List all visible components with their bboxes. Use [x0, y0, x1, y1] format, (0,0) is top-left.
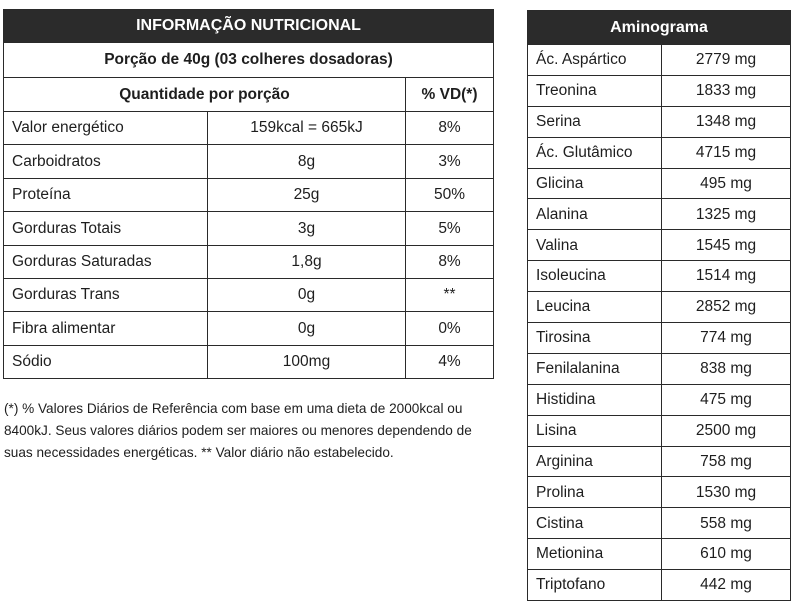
amino-acid-name: Leucina	[528, 292, 662, 323]
nutrient-amount: 100mg	[208, 345, 406, 378]
nutrient-amount: 25g	[208, 178, 406, 211]
amino-acid-name: Ác. Glutâmico	[528, 137, 662, 168]
nutrient-daily-value: 4%	[406, 345, 494, 378]
amino-acid-amount: 758 mg	[662, 446, 791, 477]
nutrition-rows	[4, 112, 494, 379]
amino-acid-name: Cistina	[528, 508, 662, 539]
nutrition-row	[4, 212, 494, 245]
amino-acid-name: Serina	[528, 106, 662, 137]
aminogram-rows	[528, 45, 791, 601]
aminogram-row	[528, 446, 791, 477]
nutrient-name: Carboidratos	[4, 145, 208, 178]
aminogram-row	[528, 508, 791, 539]
amino-acid-name: Arginina	[528, 446, 662, 477]
nutrient-daily-value: 5%	[406, 212, 494, 245]
nutrient-amount: 3g	[208, 212, 406, 245]
aminogram-row	[528, 75, 791, 106]
amino-acid-amount: 838 mg	[662, 353, 791, 384]
nutrient-amount: 1,8g	[208, 245, 406, 278]
aminogram-row	[528, 539, 791, 570]
aminogram-grid	[527, 10, 791, 601]
nutrient-name: Gorduras Saturadas	[4, 245, 208, 278]
amino-acid-name: Metionina	[528, 539, 662, 570]
aminogram-title: Aminograma	[528, 11, 791, 45]
nutrition-row	[4, 178, 494, 211]
nutrient-name: Fibra alimentar	[4, 312, 208, 345]
amino-acid-name: Prolina	[528, 477, 662, 508]
nutrition-row	[4, 112, 494, 145]
aminogram-row	[528, 570, 791, 601]
amino-acid-amount: 1325 mg	[662, 199, 791, 230]
aminogram-row	[528, 168, 791, 199]
aminogram-row	[528, 292, 791, 323]
amino-acid-amount: 442 mg	[662, 570, 791, 601]
amino-acid-name: Valina	[528, 230, 662, 261]
nutrient-name: Sódio	[4, 345, 208, 378]
nutrition-row	[4, 345, 494, 378]
amino-acid-amount: 1348 mg	[662, 106, 791, 137]
amino-acid-name: Triptofano	[528, 570, 662, 601]
nutrient-amount: 159kcal = 665kJ	[208, 112, 406, 145]
nutrition-table	[3, 9, 493, 381]
aminogram-row	[528, 477, 791, 508]
nutrient-daily-value: 3%	[406, 145, 494, 178]
amino-acid-amount: 475 mg	[662, 384, 791, 415]
nutrient-name: Gorduras Trans	[4, 278, 208, 311]
amino-acid-amount: 2779 mg	[662, 45, 791, 76]
amino-acid-name: Histidina	[528, 384, 662, 415]
nutrition-row	[4, 278, 494, 311]
aminogram-row	[528, 353, 791, 384]
amino-acid-name: Treonina	[528, 75, 662, 106]
nutrition-title: INFORMAÇÃO NUTRICIONAL	[4, 10, 494, 43]
footnote: (*) % Valores Diários de Referência com base em uma dieta de 2000kcal ou 8400kJ. Seus valores diários podem ser maiores ou menores dependendo de suas necessidades energéticas. ** Valor diário não estabelecido.	[4, 401, 472, 460]
amino-acid-name: Ác. Aspártico	[528, 45, 662, 76]
amino-acid-name: Fenilalanina	[528, 353, 662, 384]
amino-acid-amount: 558 mg	[662, 508, 791, 539]
amino-acid-name: Glicina	[528, 168, 662, 199]
aminogram-row	[528, 137, 791, 168]
quantity-column-header: Quantidade por porção	[4, 78, 406, 112]
nutrition-grid	[3, 9, 494, 379]
aminogram-row	[528, 323, 791, 354]
vd-column-header: % VD(*)	[406, 78, 494, 112]
nutrient-name: Valor energético	[4, 112, 208, 145]
nutrient-name: Proteína	[4, 178, 208, 211]
nutrient-daily-value: **	[406, 278, 494, 311]
nutrient-amount: 0g	[208, 278, 406, 311]
aminogram-row	[528, 384, 791, 415]
aminogram-table	[527, 10, 790, 594]
amino-acid-name: Alanina	[528, 199, 662, 230]
amino-acid-amount: 4715 mg	[662, 137, 791, 168]
amino-acid-amount: 1545 mg	[662, 230, 791, 261]
nutrition-row	[4, 245, 494, 278]
amino-acid-amount: 774 mg	[662, 323, 791, 354]
nutrition-row	[4, 145, 494, 178]
amino-acid-amount: 2500 mg	[662, 415, 791, 446]
amino-acid-name: Lisina	[528, 415, 662, 446]
nutrient-daily-value: 50%	[406, 178, 494, 211]
nutrient-amount: 0g	[208, 312, 406, 345]
amino-acid-amount: 1514 mg	[662, 261, 791, 292]
nutrient-daily-value: 0%	[406, 312, 494, 345]
amino-acid-name: Tirosina	[528, 323, 662, 354]
amino-acid-amount: 495 mg	[662, 168, 791, 199]
nutrient-name: Gorduras Totais	[4, 212, 208, 245]
nutrient-daily-value: 8%	[406, 112, 494, 145]
aminogram-row	[528, 261, 791, 292]
aminogram-row	[528, 415, 791, 446]
nutrient-daily-value: 8%	[406, 245, 494, 278]
aminogram-row	[528, 230, 791, 261]
aminogram-row	[528, 45, 791, 76]
amino-acid-name: Isoleucina	[528, 261, 662, 292]
nutrient-amount: 8g	[208, 145, 406, 178]
amino-acid-amount: 610 mg	[662, 539, 791, 570]
amino-acid-amount: 1833 mg	[662, 75, 791, 106]
nutrition-row	[4, 312, 494, 345]
amino-acid-amount: 2852 mg	[662, 292, 791, 323]
aminogram-row	[528, 106, 791, 137]
portion-label: Porção de 40g (03 colheres dosadoras)	[4, 43, 494, 78]
aminogram-row	[528, 199, 791, 230]
amino-acid-amount: 1530 mg	[662, 477, 791, 508]
